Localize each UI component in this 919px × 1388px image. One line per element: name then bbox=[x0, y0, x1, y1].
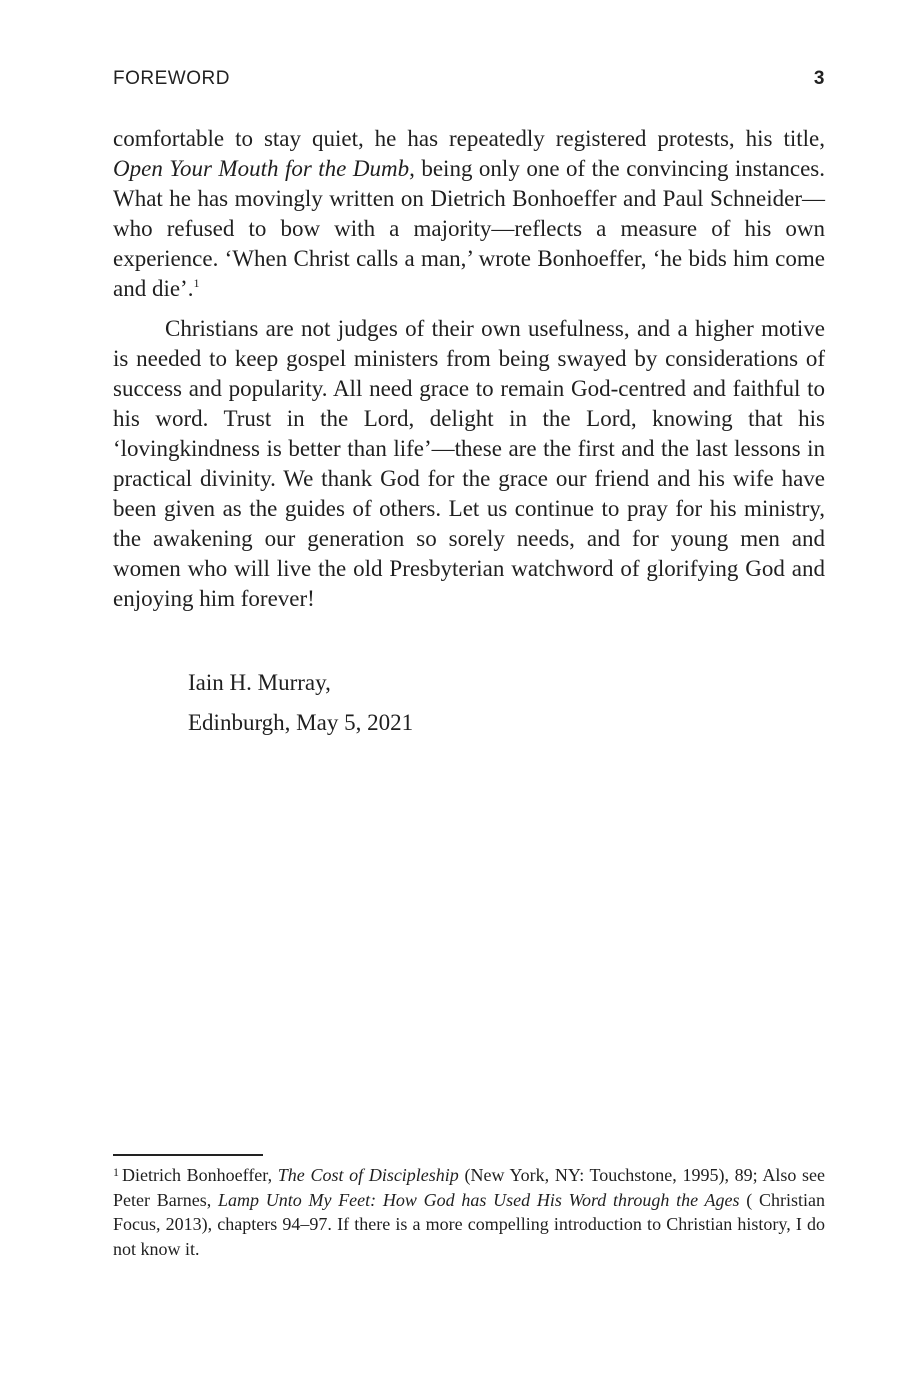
footnote-reference[interactable]: 1 bbox=[193, 276, 200, 290]
footnote-text-a: Dietrich Bonhoeffer, bbox=[122, 1165, 278, 1185]
paragraph-1 bbox=[113, 124, 825, 304]
main-text bbox=[113, 124, 825, 614]
running-header bbox=[113, 68, 825, 90]
section-title: FOREWORD bbox=[113, 68, 230, 89]
place-and-date: Edinburgh, May 5, 2021 bbox=[188, 710, 414, 735]
paragraph-2: Christians are not judges of their own usefulness, and a higher motive is needed to keep gospel ministers from being swayed by considerations of success and popularity. All need grace to remain God-centred and faithful to his word. Trust in the Lord, delight in the Lord, knowing that his ‘lovingkindness is better than life’—these are the first and the last lessons in practical divinity. We thank God for the grace our friend and his wife have been given as the guides of others. Let us continue to pray for his ministry, the awakening our generation so sorely needs, and for young men and women who will live the old Presbyterian watchword of glorifying God and enjoying him forever! bbox=[113, 316, 825, 611]
footnote-1 bbox=[113, 1163, 825, 1261]
footnote-book-title-2: Lamp Unto My Feet: How God has Used His Word through the Ages bbox=[217, 1189, 740, 1210]
book-title-open-your-mouth: Open Your Mouth for the Dumb, bbox=[113, 156, 415, 181]
paragraph-1-text-b: being only one of the convincing instances. What he has movingly written on Dietrich Bonhoeffer and Paul Schneider—who refused to bow with a majority—reflects a measure of his own experience. ‘When Christ calls a man,’ wrote Bonhoeffer, ‘he bids him come and die’. bbox=[113, 156, 825, 301]
footnote-text-c: ( Christian Focus, 2013), chapters 94–97. If there is a more compelling introduction to Christian history, I do not know it. bbox=[113, 1189, 826, 1259]
page-number: 3 bbox=[813, 68, 825, 89]
footnote-divider bbox=[113, 1154, 263, 1156]
footnote-text-b: (New York, NY: Touchstone, 1995), 89; Also see Peter Barnes, bbox=[113, 1165, 825, 1210]
signature-block bbox=[188, 663, 413, 743]
footnote-book-title-1: The Cost of Discipleship bbox=[277, 1165, 459, 1185]
author-name: Iain H. Murray, bbox=[188, 670, 331, 695]
paragraph-1-text-a: comfortable to stay quiet, he has repeatedly registered protests, his title, bbox=[113, 126, 825, 151]
footnote-number: 1 bbox=[113, 1165, 119, 1179]
